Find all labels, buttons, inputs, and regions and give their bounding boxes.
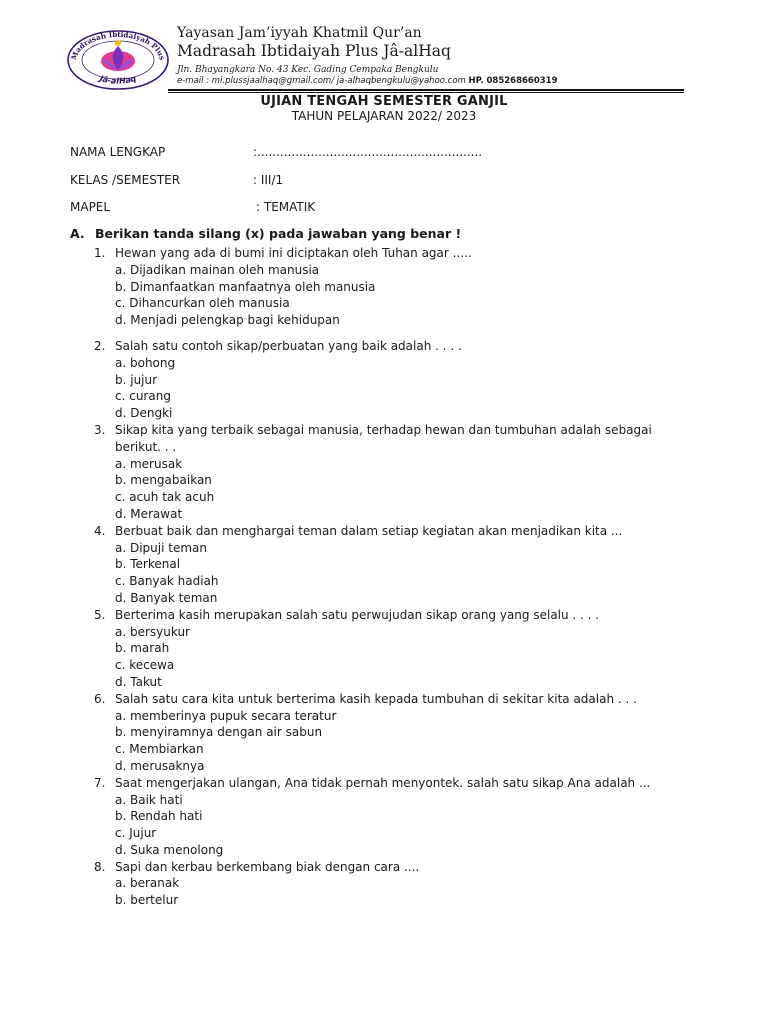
answer-option[interactable]: b. marah — [115, 641, 170, 656]
answer-option[interactable]: a. merusak — [115, 456, 183, 471]
answer-option[interactable]: c. Membiarkan — [115, 742, 204, 757]
exam-year: TAHUN PELAJARAN 2022/ 2023 — [291, 109, 477, 123]
answer-option[interactable]: d. Dengki — [115, 406, 173, 421]
answer-option[interactable]: c. curang — [115, 389, 171, 404]
school-address: Jln. Bhayangkara No. 43 Kec. Gading Cempaka Bengkulu — [177, 65, 439, 75]
answer-option[interactable]: d. Suka menolong — [115, 842, 224, 857]
answer-option[interactable]: a. Baik hati — [115, 792, 183, 807]
question-7 — [94, 775, 744, 859]
answer-option[interactable]: a. beranak — [115, 876, 180, 891]
question-text: Hewan yang ada di bumi ini diciptakan oleh Tuhan agar ..... — [115, 246, 472, 260]
question-6 — [94, 691, 744, 775]
question-text: Berbuat baik dan menghargai teman dalam setiap kegiatan akan menjadikan kita ... — [115, 523, 623, 538]
question-number: 2. — [94, 338, 106, 353]
answer-option[interactable]: d. Menjadi pelengkap bagi kehidupan — [115, 313, 340, 328]
school-phone: HP. 085268660319 — [468, 76, 558, 86]
question-text: Salah satu contoh sikap/perbuatan yang baik adalah . . . . — [115, 338, 462, 353]
question-5 — [94, 607, 744, 691]
question-list — [94, 245, 744, 909]
question-number: 5. — [94, 607, 106, 622]
field-label: NAMA LENGKAP — [70, 145, 166, 159]
question-2 — [94, 338, 744, 422]
answer-option[interactable]: d. Merawat — [115, 506, 183, 521]
answer-option[interactable]: d. merusaknya — [115, 758, 205, 773]
foundation-name: Yayasan Jam’iyyah Khatmil Qur’an — [177, 25, 422, 41]
answer-option[interactable]: b. Rendah hati — [115, 809, 203, 824]
question-text: Saat mengerjakan ulangan, Ana tidak pernah menyontek. salah satu sikap Ana adalah ... — [115, 775, 651, 790]
question-text: Sikap kita yang terbaik sebagai manusia, terhadap hewan dan tumbuhan adalah sebagai berikut. . . — [115, 422, 652, 454]
answer-option[interactable]: a. Dipuji teman — [115, 540, 207, 555]
school-email: e-mail : mi.plussjaalhaq@gmail.com/ ja-alhaqbengkulu@yahoo.com — [177, 76, 466, 86]
answer-option[interactable]: d. Banyak teman — [115, 590, 218, 605]
question-text: Salah satu cara kita untuk berterima kasih kepada tumbuhan di sekitar kita adalah . . . — [115, 691, 637, 706]
letterhead — [177, 24, 558, 87]
answer-option[interactable]: a. Dijadikan mainan oleh manusia — [115, 262, 320, 277]
answer-option[interactable]: c. kecewa — [115, 658, 175, 673]
answer-option[interactable]: a. bohong — [115, 355, 176, 370]
question-number: 3. — [94, 422, 106, 437]
section-heading — [70, 226, 461, 241]
school-logo-icon — [66, 28, 170, 90]
field-value: :........................................................... — [253, 145, 483, 159]
svg-text:Jâ-alHaq: Jâ-alHaq — [98, 73, 138, 86]
answer-option[interactable]: b. mengabaikan — [115, 473, 212, 488]
answer-option[interactable]: c. acuh tak acuh — [115, 490, 215, 505]
question-1 — [94, 245, 744, 329]
field-label: KELAS /SEMESTER — [70, 173, 181, 187]
answer-option[interactable]: b. Dimanfaatkan manfaatnya oleh manusia — [115, 279, 376, 294]
question-8 — [94, 859, 744, 909]
answer-option[interactable]: b. jujur — [115, 372, 158, 387]
svg-text:Madrasah Ibtidaiyah Plus: Madrasah Ibtidaiyah Plus — [69, 29, 167, 62]
school-contact — [177, 76, 558, 87]
question-number: 1. — [94, 246, 106, 260]
question-text: Berterima kasih merupakan salah satu perwujudan sikap orang yang selalu . . . . — [115, 607, 600, 622]
section-instruction: Berikan tanda silang (x) pada jawaban yang benar ! — [95, 226, 462, 241]
field-value: : TEMATIK — [256, 200, 316, 214]
question-text: Sapi dan kerbau berkembang biak dengan cara .... — [115, 859, 420, 874]
answer-option[interactable]: c. Jujur — [115, 826, 157, 841]
field-value: : III/1 — [253, 173, 284, 187]
answer-option[interactable]: b. bertelur — [115, 893, 179, 908]
header-rule-thin — [168, 92, 684, 93]
answer-option[interactable]: a. memberinya pupuk secara teratur — [115, 708, 337, 723]
header-rule-thick — [168, 89, 684, 91]
field-label: MAPEL — [70, 200, 111, 214]
answer-option[interactable]: c. Dihancurkan oleh manusia — [115, 296, 290, 311]
question-number: 6. — [94, 691, 106, 706]
question-3 — [94, 422, 744, 523]
exam-title: UJIAN TENGAH SEMESTER GANJIL — [260, 94, 508, 109]
question-number: 8. — [94, 859, 106, 874]
answer-option[interactable]: a. bersyukur — [115, 624, 190, 639]
question-number: 4. — [94, 523, 106, 538]
question-number: 7. — [94, 775, 106, 790]
answer-option[interactable]: d. Takut — [115, 674, 162, 689]
school-name: Madrasah Ibtidaiyah Plus Jâ-alHaq — [177, 42, 451, 60]
answer-option[interactable]: b. Terkenal — [115, 557, 181, 572]
question-4 — [94, 523, 744, 607]
answer-option[interactable]: c. Banyak hadiah — [115, 574, 219, 589]
answer-option[interactable]: b. menyiramnya dengan air sabun — [115, 725, 323, 740]
section-letter: A. — [70, 226, 85, 241]
